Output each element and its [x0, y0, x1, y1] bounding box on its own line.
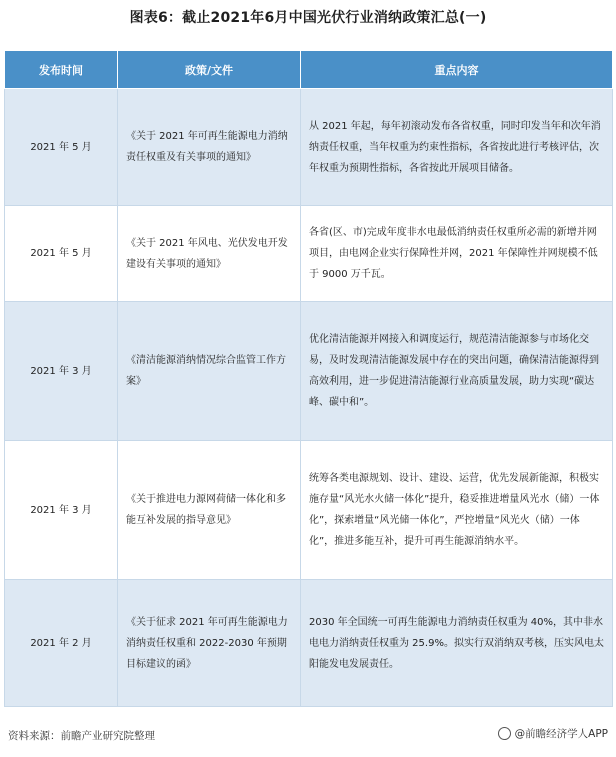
policy-cell: 《关于征求 2021 年可再生能源电力消纳责任权重和 2022-2030 年预期目标建议的函》: [118, 580, 301, 707]
policy-table-container: [4, 50, 612, 706]
footer: [0, 720, 616, 757]
content-cell: 优化清洁能源并网接入和调度运行，规范清洁能源参与市场化交易，及时发现清洁能源发展中存在的突出问题，确保清洁能源得到高效利用，进一步促进清洁能源行业高质量发展，助力实现“碳达峰、碳中和”。: [301, 302, 613, 441]
date-cell: 2021 年 3 月: [5, 302, 118, 441]
policy-cell: 《清洁能源消纳情况综合监管工作方案》: [118, 302, 301, 441]
date-cell: 2021 年 3 月: [5, 441, 118, 580]
date-cell: 2021 年 2 月: [5, 580, 118, 707]
table-row: [5, 441, 613, 580]
source-note: 资料来源：前瞻产业研究院整理: [8, 730, 155, 742]
policy-cell: 《关于推进电力源网荷储一体化和多能互补发展的指导意见》: [118, 441, 301, 580]
content-cell: 2030 年全国统一可再生能源电力消纳责任权重为 40%，其中非水电电力消纳责任权重为 25.9%。拟实行双消纳双考核，压实风电太阳能发电发展责任。: [301, 580, 613, 707]
policy-cell: 《关于 2021 年风电、光伏发电开发建设有关事项的通知》: [118, 206, 301, 302]
content-cell: 统筹各类电源规划、设计、建设、运营，优先发展新能源，积极实施存量“风光水火储一体化”提升，稳妥推进增量风光水（储）一体化”，探索增量“风光储一体化”，严控增量“风光火（储）一体化”，推进多能互补，提升可再生能源消纳水平。: [301, 441, 613, 580]
figure-title: 图表6：截止2021年6月中国光伏行业消纳政策汇总(一): [129, 10, 487, 26]
qianzhan-logo-icon: [498, 727, 511, 740]
header-date: 发布时间: [5, 51, 118, 89]
table-row: [5, 580, 613, 707]
brand-text: @前瞻经济学人APP: [514, 728, 608, 740]
date-cell: 2021 年 5 月: [5, 89, 118, 206]
brand-credit: [498, 726, 608, 741]
content-cell: 各省(区、市)完成年度非水电最低消纳责任权重所必需的新增并网项目，由电网企业实行保障性并网，2021 年保障性并网规模不低于 9000 万千瓦。: [301, 206, 613, 302]
policy-table: [4, 50, 613, 707]
table-header-row: [5, 51, 613, 89]
header-content: 重点内容: [301, 51, 613, 89]
table-row: [5, 302, 613, 441]
content-cell: 从 2021 年起，每年初滚动发布各省权重，同时印发当年和次年消纳责任权重，当年权重为约束性指标，各省按此进行考核评估，次年权重为预期性指标，各省按此开展项目储备。: [301, 89, 613, 206]
header-policy: 政策/文件: [118, 51, 301, 89]
date-cell: 2021 年 5 月: [5, 206, 118, 302]
table-row: [5, 89, 613, 206]
policy-cell: 《关于 2021 年可再生能源电力消纳责任权重及有关事项的通知》: [118, 89, 301, 206]
table-row: [5, 206, 613, 302]
